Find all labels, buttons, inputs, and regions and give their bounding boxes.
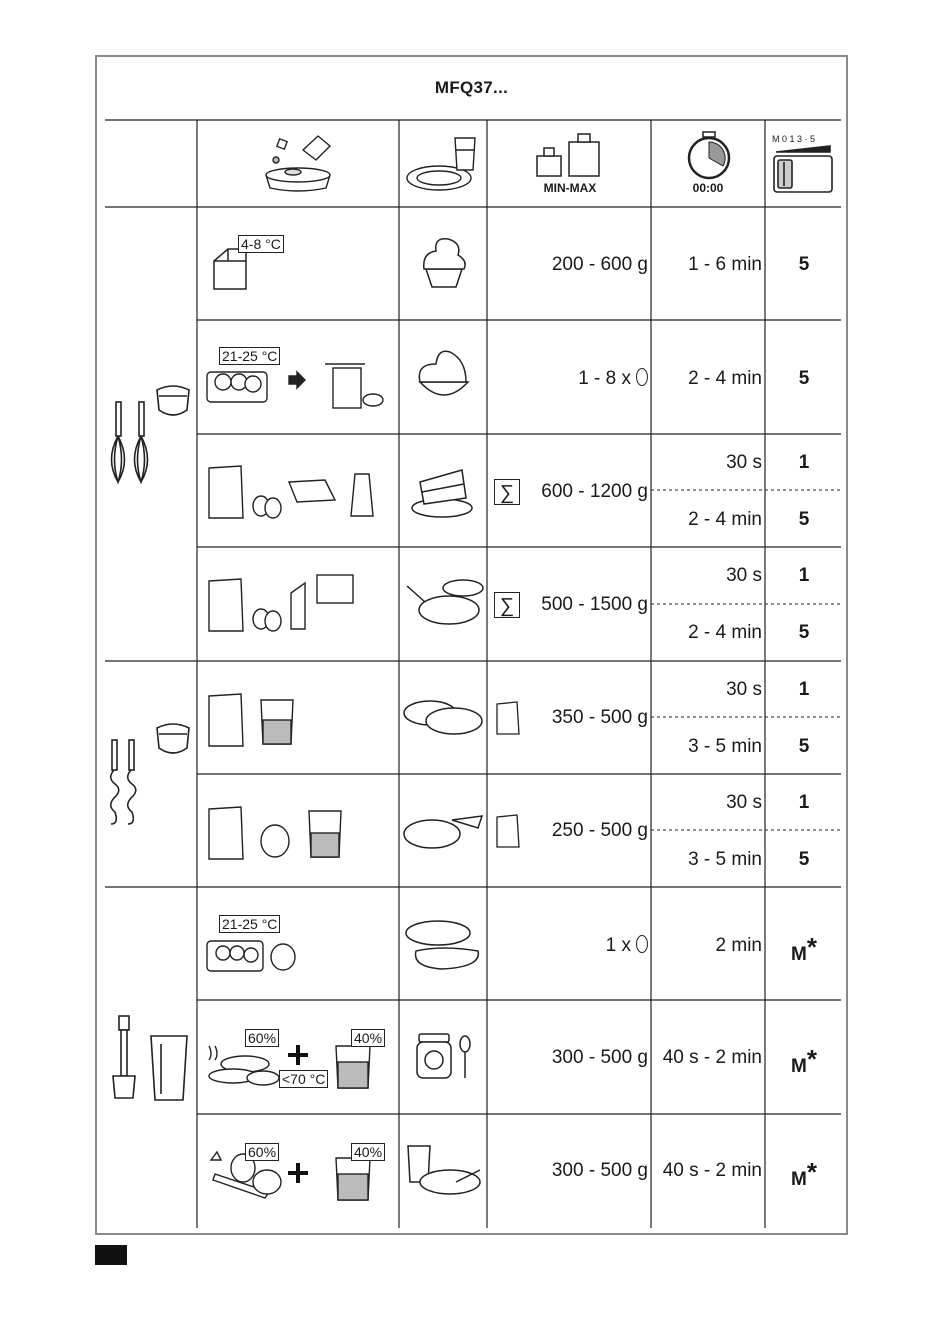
egg-icon <box>636 368 648 386</box>
speed-setting: M* <box>791 932 817 965</box>
whipped-cream-icon <box>418 233 470 293</box>
duration: 3 - 5 min <box>688 736 762 757</box>
liquid-jug-icon <box>330 1040 378 1090</box>
temp-badge: 21-25 °C <box>219 347 280 365</box>
plus-icon <box>288 1045 308 1065</box>
speed-scale: M 0 1 3 · 5 <box>772 134 816 144</box>
quantity: 1 - 8 x <box>490 368 648 390</box>
duration: 30 s <box>726 679 762 700</box>
total-sum-icon: ∑ <box>494 479 520 505</box>
eggs-separator-icon <box>205 362 395 412</box>
duration: 2 min <box>715 935 762 956</box>
duration: 1 - 6 min <box>688 254 762 275</box>
duration: 2 - 4 min <box>688 368 762 389</box>
duration: 2 - 4 min <box>688 509 762 530</box>
plate-and-glass-icon <box>405 132 481 194</box>
speed-setting: 1 <box>798 565 810 586</box>
whisks-icon <box>105 380 195 490</box>
mixing-bowl-ingredients-icon <box>258 130 338 192</box>
cake-slice-icon <box>410 462 476 520</box>
duration: 30 s <box>726 565 762 586</box>
speed-setting: 5 <box>798 509 810 530</box>
quantity: 350 - 500 g <box>551 707 648 728</box>
quantity: 1 x <box>490 935 648 957</box>
blender-foot-icon <box>105 1012 195 1107</box>
speed-switch-icon <box>772 144 834 194</box>
percent-badge: 40% <box>351 1143 385 1161</box>
mayonnaise-hotdog-icon <box>402 915 484 973</box>
quantity: 200 - 600 g <box>551 254 648 275</box>
flour-oil-water-icon <box>205 803 350 861</box>
duration: 40 s - 2 min <box>662 1160 762 1181</box>
total-sum-icon: ∑ <box>494 592 520 618</box>
speed-setting: 1 <box>798 452 810 473</box>
plus-icon <box>288 1163 308 1183</box>
speed-setting: 5 <box>798 254 810 275</box>
weight-icon <box>533 130 609 180</box>
soup-plate-icon <box>404 1142 484 1198</box>
duration: 40 s - 2 min <box>662 1047 762 1068</box>
weight-caption: MIN-MAX <box>543 181 597 195</box>
bread-icon <box>402 695 484 739</box>
speed-setting: 5 <box>798 622 810 643</box>
temp-badge: 21-25 °C <box>219 915 280 933</box>
baby-food-jar-icon <box>415 1030 475 1082</box>
quantity: 250 - 500 g <box>551 820 648 841</box>
cake-ingredients-icon <box>205 460 385 522</box>
speed-setting: 1 <box>798 679 810 700</box>
flour-water-icon <box>205 690 300 748</box>
temp-badge: <70 °C <box>279 1070 328 1088</box>
speed-setting: 5 <box>798 736 810 757</box>
model-title: MFQ37... <box>434 78 509 97</box>
speed-setting: 5 <box>798 368 810 389</box>
quantity: 500 - 1500 g <box>541 594 648 615</box>
quantity: 300 - 500 g <box>551 1047 648 1068</box>
pancakes-pan-icon <box>405 572 485 630</box>
percent-badge: 40% <box>351 1029 385 1047</box>
percent-badge: 60% <box>245 1029 279 1047</box>
speed-setting: M* <box>791 1157 817 1190</box>
speed-setting: 1 <box>798 792 810 813</box>
quantity: 600 - 1200 g <box>541 481 648 502</box>
quantity: 300 - 500 g <box>551 1160 648 1181</box>
speed-setting: 5 <box>798 849 810 870</box>
duration: 3 - 5 min <box>688 849 762 870</box>
duration: 2 - 4 min <box>688 622 762 643</box>
temp-badge: 4-8 °C <box>238 235 284 253</box>
cooked-vegetables-icon <box>205 1040 285 1090</box>
speed-setting: M* <box>791 1044 817 1077</box>
egg-whites-icon <box>416 346 472 404</box>
pizza-icon <box>402 810 484 852</box>
duration: 30 s <box>726 452 762 473</box>
egg-icon <box>636 935 648 953</box>
dough-hooks-icon <box>105 720 195 830</box>
timer-icon <box>683 130 735 182</box>
timer-caption: 00:00 <box>692 181 724 195</box>
eggs-oil-icon <box>205 935 305 975</box>
duration: 30 s <box>726 792 762 813</box>
batter-ingredients-icon <box>205 573 355 635</box>
page-tab <box>95 1245 127 1265</box>
percent-badge: 60% <box>245 1143 279 1161</box>
